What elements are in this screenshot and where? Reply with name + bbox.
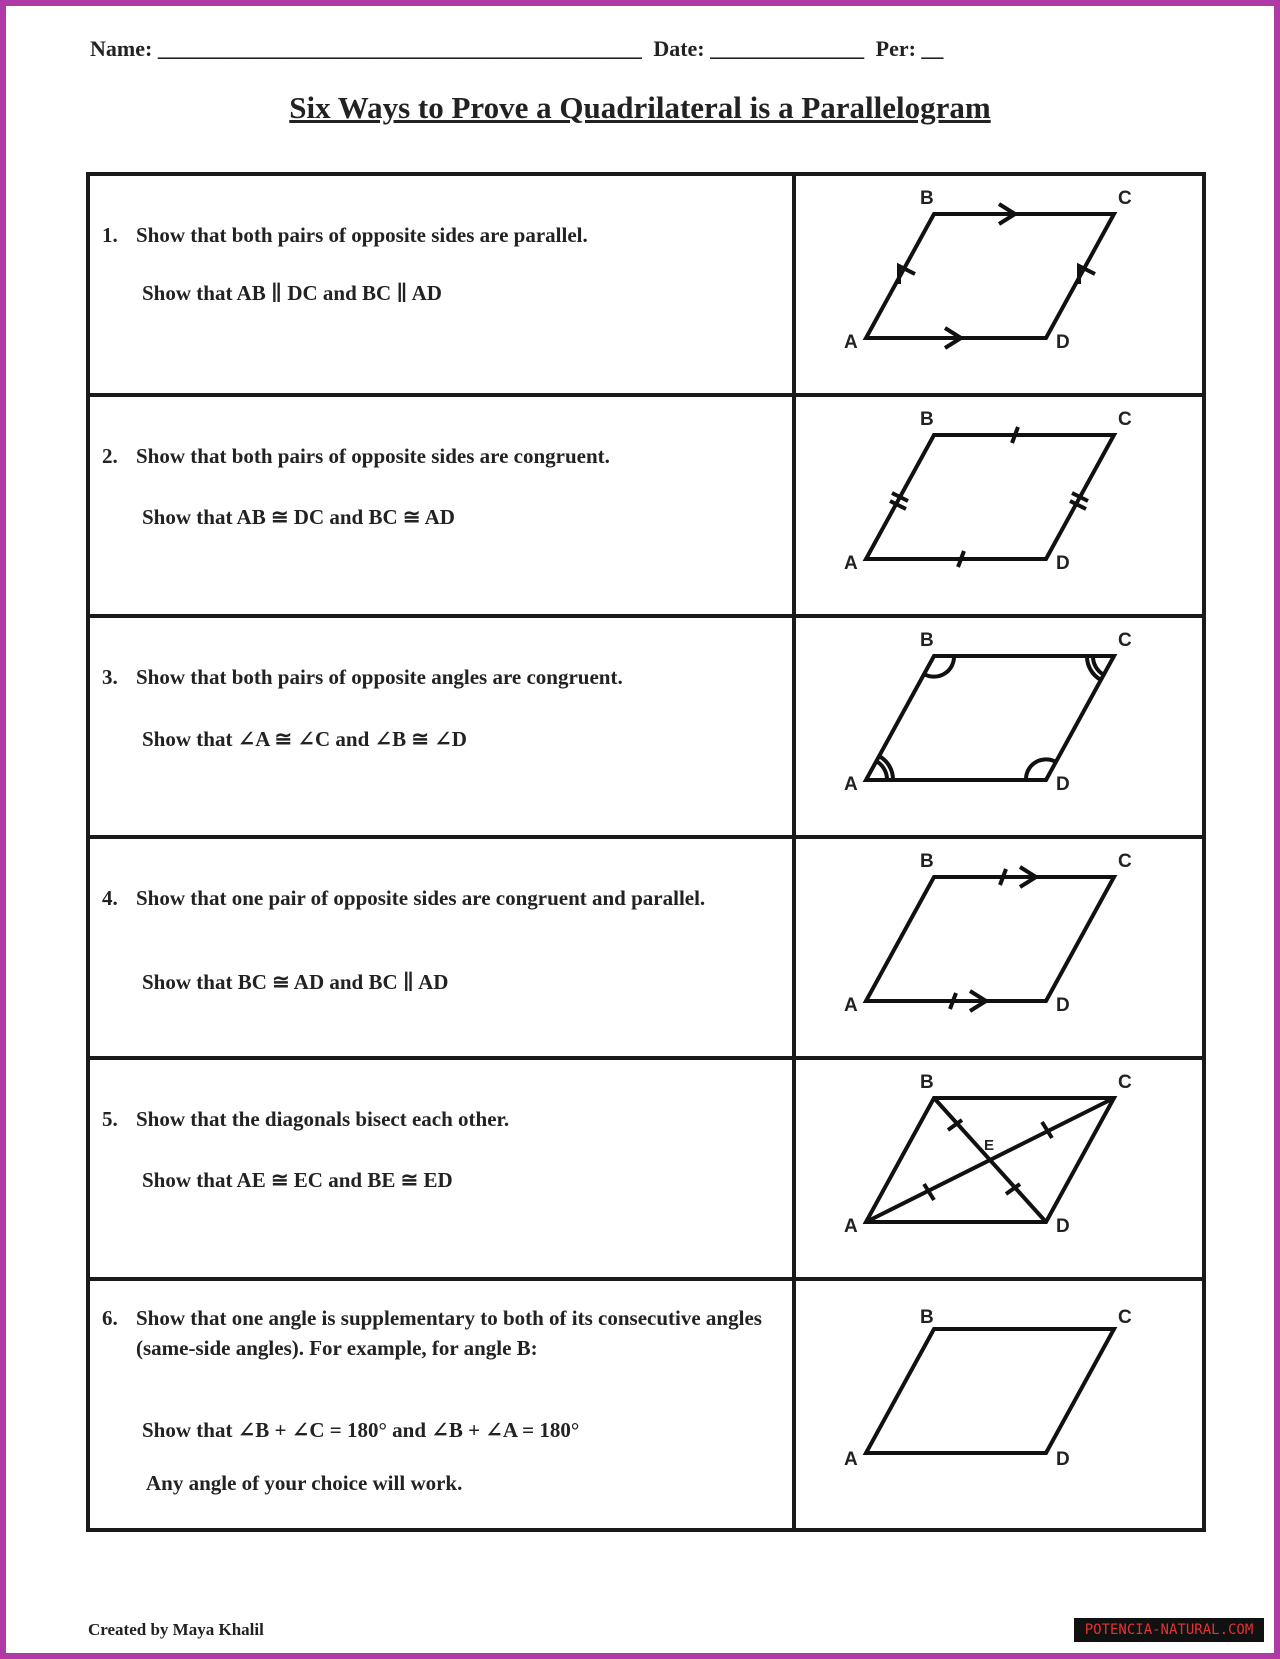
parallelogram-diagram-4: [796, 839, 1202, 1056]
vertex-label-b: B: [920, 630, 934, 651]
method-number: 2.: [102, 444, 118, 468]
header-line: [90, 36, 1190, 62]
statement-cell: [90, 618, 796, 835]
method-statement: [102, 883, 782, 913]
method-note: Any angle of your choice will work.: [146, 1471, 463, 1495]
per-blank: __: [921, 36, 944, 61]
vertex-label-c: C: [1118, 188, 1132, 209]
method-statement: [102, 441, 782, 471]
date-label: Date:: [653, 36, 705, 61]
method-math: Show that ∠B + ∠C = 180° and ∠B + ∠A = 180°: [142, 1418, 580, 1442]
method-math: Show that AB ∥ DC and BC ∥ AD: [142, 281, 442, 305]
vertex-label-d: D: [1056, 1449, 1070, 1470]
name-blank: ____________________________________________: [157, 36, 642, 61]
vertex-label-a: A: [844, 1216, 858, 1237]
vertex-label-a: A: [844, 553, 858, 574]
vertex-label-b: B: [920, 1307, 934, 1328]
method-statement: [102, 662, 782, 692]
vertex-label-d: D: [1056, 1216, 1070, 1237]
statement-cell: [90, 839, 796, 1056]
vertex-label-d: D: [1056, 774, 1070, 795]
vertex-label-c: C: [1118, 409, 1132, 430]
method-number: 6.: [102, 1306, 118, 1330]
per-label: Per:: [875, 36, 916, 61]
vertex-label-d: D: [1056, 995, 1070, 1016]
diagram-cell: [796, 618, 1202, 835]
table-row: [90, 1060, 1202, 1281]
table-row: [90, 176, 1202, 397]
parallelogram-diagram-3: [796, 618, 1202, 835]
method-statement: [102, 220, 782, 250]
method-text: Show that one pair of opposite sides are congruent and parallel.: [136, 886, 706, 910]
vertex-label-e: E: [984, 1137, 995, 1154]
vertex-label-c: C: [1118, 630, 1132, 651]
vertex-label-c: C: [1118, 851, 1132, 872]
diagram-cell: [796, 397, 1202, 614]
diagram-cell: [796, 176, 1202, 393]
vertex-label-c: C: [1118, 1307, 1132, 1328]
method-number: 4.: [102, 886, 118, 910]
page-title: Six Ways to Prove a Quadrilateral is a Parallelogram: [289, 90, 991, 125]
vertex-label-b: B: [920, 409, 934, 430]
method-math: Show that ∠A ≅ ∠C and ∠B ≅ ∠D: [142, 727, 467, 751]
table-row: [90, 618, 1202, 839]
vertex-label-b: B: [920, 188, 934, 209]
table-row: [90, 1281, 1202, 1528]
method-text: Show that both pairs of opposite angles are congruent.: [136, 665, 623, 689]
table-row: [90, 397, 1202, 618]
parallelogram-diagram-1: [796, 176, 1202, 393]
watermark: POTENCIA-NATURAL.COM: [1074, 1618, 1264, 1642]
vertex-label-a: A: [844, 1449, 858, 1470]
date-blank: ______________: [710, 36, 865, 61]
vertex-label-d: D: [1056, 332, 1070, 353]
methods-table: [86, 172, 1206, 1532]
method-text: Show that the diagonals bisect each other.: [136, 1107, 510, 1131]
method-number: 5.: [102, 1107, 118, 1131]
method-text: Show that both pairs of opposite sides are parallel.: [136, 223, 588, 247]
method-text: Show that both pairs of opposite sides are congruent.: [136, 444, 610, 468]
method-statement: [102, 1303, 782, 1363]
vertex-label-b: B: [920, 851, 934, 872]
diagram-cell: [796, 839, 1202, 1056]
statement-cell: [90, 397, 796, 614]
method-number: 3.: [102, 665, 118, 689]
method-math: Show that BC ≅ AD and BC ∥ AD: [142, 970, 449, 994]
vertex-label-a: A: [844, 774, 858, 795]
name-label: Name:: [90, 36, 153, 61]
parallelogram-diagram-5: [796, 1060, 1202, 1277]
vertex-label-a: A: [844, 332, 858, 353]
footer-credit: Created by Maya Khalil: [88, 1620, 264, 1639]
parallelogram-diagram-6: [796, 1281, 1202, 1528]
method-statement: [102, 1104, 782, 1134]
statement-cell: [90, 1060, 796, 1277]
vertex-label-b: B: [920, 1072, 934, 1093]
vertex-label-d: D: [1056, 553, 1070, 574]
vertex-label-c: C: [1118, 1072, 1132, 1093]
parallelogram-diagram-2: [796, 397, 1202, 614]
diagram-cell: [796, 1060, 1202, 1277]
method-math: Show that AB ≅ DC and BC ≅ AD: [142, 505, 455, 529]
statement-cell: [90, 1281, 796, 1528]
statement-cell: [90, 176, 796, 393]
method-text: Show that one angle is supplementary to both of its consecutive angles (same-side angles). For example, for angle B:: [136, 1306, 762, 1360]
method-math: Show that AE ≅ EC and BE ≅ ED: [142, 1168, 453, 1192]
vertex-label-a: A: [844, 995, 858, 1016]
table-row: [90, 839, 1202, 1060]
diagram-cell: [796, 1281, 1202, 1528]
method-number: 1.: [102, 223, 118, 247]
